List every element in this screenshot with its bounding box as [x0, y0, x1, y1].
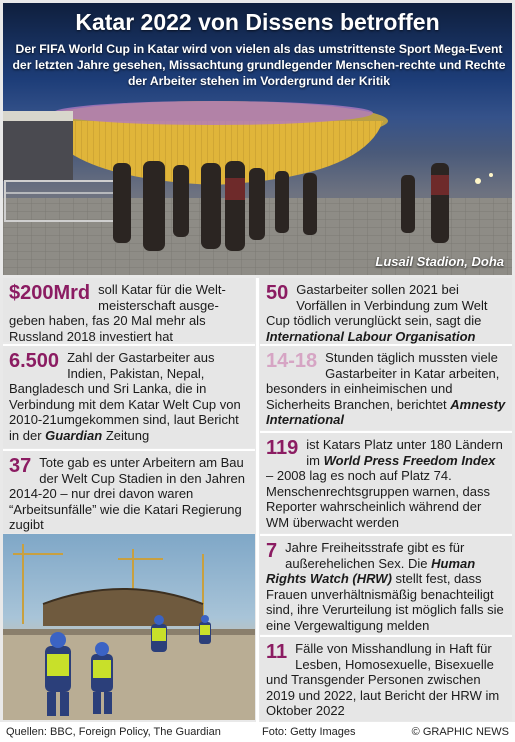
fact-card: [260, 278, 512, 344]
fact-emphasis: Amnesty International: [266, 396, 506, 427]
brand-credit: © GRAPHIC NEWS: [411, 726, 509, 738]
fact-emphasis: Human Rights Watch (HRW): [266, 555, 476, 586]
construction-photo: [3, 534, 255, 720]
fact-number: 6.500: [9, 350, 60, 372]
fact-text: Stunden täglich mussten viele Gastarbeiter in Katar arbeiten, besonders in einheimischen und Sicherheits Branchen, berichtet: [266, 350, 500, 412]
fact-text: soll Katar für die Welt-meisterschaft ausge-geben haben, fas 20 Mal mehr als Russland 2018 investiert hat: [9, 282, 226, 344]
intro-text: Der FIFA World Cup in Katar wird von vielen als das umstrittenste Sport Mega-Event der letzten Jahre gesehen, Missachtung grundlegender Menschen-rechte und Rechte der Arbeiter stehen im Vordergrund der Kritik: [12, 42, 506, 88]
fact-number: 37: [9, 455, 32, 477]
fact-number: 50: [266, 282, 289, 304]
fact-text-after: Zeitung: [102, 427, 150, 443]
fact-text: Zahl der Gastarbeiter aus Indien, Pakistan, Nepal, Bangladesch und Sri Lanka, die in Verbindung mit dem Katar Welt Cup von 2010-21umgekommen sind, laut Bericht in der: [9, 350, 241, 443]
photo-caption: Lusail Stadion, Doha: [375, 254, 504, 269]
fact-card: [3, 278, 255, 342]
fact-emphasis: International Labour Organisation: [266, 328, 476, 344]
sources-text: Quellen: BBC, Foreign Policy, The Guardian: [6, 726, 221, 738]
stadium-photo: [3, 3, 512, 275]
construction-illustration: [3, 534, 255, 720]
fact-emphasis: World Press Freedom Index: [323, 452, 496, 468]
fact-number: 11: [266, 641, 288, 663]
fact-text: Jahre Freiheitsstrafe gibt es für außerehelichen Sex. Die: [285, 540, 465, 571]
fact-text-after: – 2008 lag es noch auf Platz 74. Menschenrechtsgruppen warnen, dass Reporter wahrscheinlich während der WM überwacht werden: [266, 468, 491, 530]
photo-credit: Foto: Getty Images: [262, 726, 356, 738]
fact-card: [260, 433, 512, 533]
page-title: Katar 2022 von Dissens betroffen: [75, 9, 440, 35]
fact-text: Tote gab es unter Arbeitern am Bau der Welt Cup Stadien in den Jahren 2014-20 – nur drei davon waren “Arbeitsunfälle” wie die Katari Regierung zugibt: [9, 455, 245, 532]
fact-number: 119: [266, 437, 299, 459]
fact-text: ist Katars Platz unter 180 Ländern im: [306, 437, 503, 468]
fact-card: [260, 536, 512, 634]
fact-card: [260, 346, 512, 430]
fact-text: Fälle von Misshandlung in Haft für Lesben, Homosexuelle, Bisexuelle und Transgender Personen zwischen 2019 und 2022, laut Bericht der HRW im Oktober 2022: [266, 641, 500, 718]
fact-number: 14-18: [266, 350, 318, 372]
fact-emphasis: Guardian: [45, 427, 103, 443]
column-divider: [256, 278, 259, 722]
fact-text-after: stellt fest, dass Frauen unverhältnismäßig benachteiligt sind, ihre Verurteilung ist möglich falls sie eine Vergewaltigung melden: [266, 571, 504, 633]
fact-number: 7: [266, 540, 278, 562]
fact-text: Gastarbeiter sollen 2021 bei Vorfällen in Verbindung zum Welt Cup tödlich verunglückt sein, sagt die: [266, 282, 488, 328]
footer: [0, 722, 515, 742]
fact-card: [3, 346, 255, 448]
fact-card: [3, 451, 255, 533]
fact-number: $200Mrd: [9, 282, 91, 304]
fact-card: [260, 637, 512, 721]
